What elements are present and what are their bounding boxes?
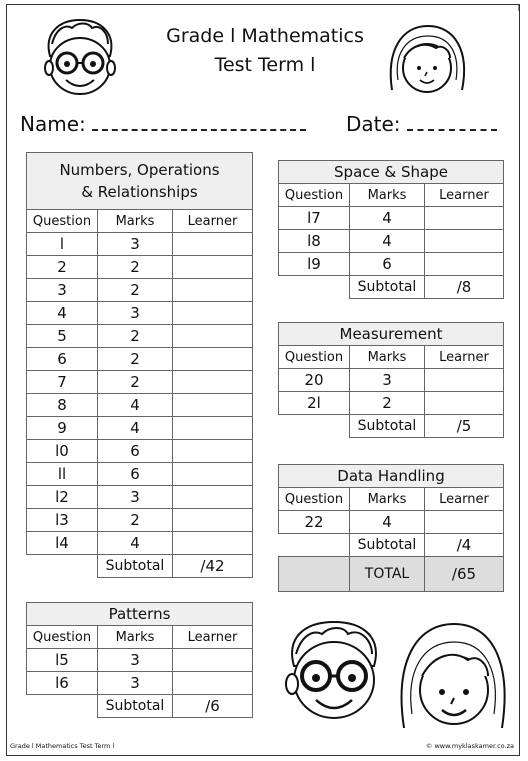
question-number: l9 <box>279 253 350 276</box>
marks-value: 4 <box>350 207 425 230</box>
table-row <box>27 649 253 672</box>
marks-value: 6 <box>98 463 173 486</box>
marks-value: 4 <box>98 394 173 417</box>
marks-value: 6 <box>350 253 425 276</box>
table-row <box>27 486 253 509</box>
date-label: Date: <box>346 112 401 136</box>
table-row <box>27 394 253 417</box>
marks-value: 4 <box>98 532 173 555</box>
data-handling-block-title: Data Handling <box>279 465 504 488</box>
marks-value: 4 <box>350 511 425 534</box>
question-number: 22 <box>279 511 350 534</box>
total-label: TOTAL <box>350 557 425 592</box>
subtotal-label: Subtotal <box>350 276 425 299</box>
table-row <box>27 672 253 695</box>
learner-mark-cell[interactable] <box>173 394 253 417</box>
col-header-question: Question <box>27 210 98 233</box>
question-number: 2l <box>279 392 350 415</box>
date-line[interactable] <box>407 113 497 131</box>
subtotal-label: Subtotal <box>98 695 173 718</box>
question-number: 6 <box>27 348 98 371</box>
question-number: 5 <box>27 325 98 348</box>
marks-value: 3 <box>98 486 173 509</box>
marks-value: 2 <box>98 256 173 279</box>
space-shape-block-title: Space & Shape <box>279 161 504 184</box>
title-line-2: Test Term l <box>214 54 316 76</box>
learner-mark-cell[interactable] <box>173 649 253 672</box>
marks-value: 3 <box>350 369 425 392</box>
marks-value: 2 <box>98 279 173 302</box>
name-label: Name: <box>20 112 86 136</box>
table-row <box>27 302 253 325</box>
learner-mark-cell[interactable] <box>173 371 253 394</box>
patterns-block: Patterns Question Marks Learner l5 3 l6 3 Subtotal /6 <box>26 602 253 718</box>
table-row <box>27 417 253 440</box>
learner-mark-cell[interactable] <box>425 207 504 230</box>
data-handling-block: Data Handling Question Marks Learner 22 4 Subtotal /4 TOTAL /65 <box>278 464 504 592</box>
table-row <box>27 279 253 302</box>
marks-value: 3 <box>98 233 173 256</box>
marks-value: 2 <box>98 325 173 348</box>
measurement-block: Measurement Question Marks Learner 20 3 2l 2 Subtotal /5 <box>278 322 504 438</box>
marks-value: 2 <box>98 348 173 371</box>
question-number: l2 <box>27 486 98 509</box>
measurement-block-title: Measurement <box>279 323 504 346</box>
question-number: 7 <box>27 371 98 394</box>
question-number: 4 <box>27 302 98 325</box>
learner-mark-cell[interactable] <box>425 230 504 253</box>
question-number: ll <box>27 463 98 486</box>
numbers-block-title: Numbers, Operations & Relationships <box>27 153 253 210</box>
patterns-block-title: Patterns <box>27 603 253 626</box>
question-number: l4 <box>27 532 98 555</box>
name-field[interactable] <box>20 112 306 136</box>
question-number: l3 <box>27 509 98 532</box>
marks-value: 2 <box>98 509 173 532</box>
table-row <box>279 253 504 276</box>
question-number: 2 <box>27 256 98 279</box>
total-value: /65 <box>425 557 504 592</box>
question-number: 3 <box>27 279 98 302</box>
name-line[interactable] <box>92 113 306 131</box>
learner-mark-cell[interactable] <box>173 348 253 371</box>
numbers-block <box>26 152 253 578</box>
marks-value: 6 <box>98 440 173 463</box>
table-row <box>279 207 504 230</box>
marks-value: 3 <box>98 672 173 695</box>
question-number: 8 <box>27 394 98 417</box>
footer-right: © www.myklaskamer.co.za <box>425 742 514 750</box>
marks-value: 3 <box>98 649 173 672</box>
learner-mark-cell[interactable] <box>173 509 253 532</box>
table-row <box>279 392 504 415</box>
space-shape-block: Space & Shape Question Marks Learner l7 4 l8 4 l9 6 Subtotal /8 <box>278 160 504 299</box>
subtotal-label: Subtotal <box>350 415 425 438</box>
table-row <box>279 369 504 392</box>
girl-face-icon <box>392 618 514 736</box>
learner-mark-cell[interactable] <box>173 672 253 695</box>
col-header-marks: Marks <box>98 210 173 233</box>
subtotal-label: Subtotal <box>98 555 173 578</box>
subtotal-value: /4 <box>425 534 504 557</box>
question-number: 9 <box>27 417 98 440</box>
subtotal-value: /8 <box>425 276 504 299</box>
table-row <box>27 371 253 394</box>
learner-mark-cell[interactable] <box>173 233 253 256</box>
question-number: l6 <box>27 672 98 695</box>
table-row <box>27 348 253 371</box>
col-header-learner: Learner <box>173 210 253 233</box>
learner-mark-cell[interactable] <box>173 532 253 555</box>
learner-mark-cell[interactable] <box>425 253 504 276</box>
table-row <box>27 325 253 348</box>
learner-mark-cell[interactable] <box>173 440 253 463</box>
marks-value: 2 <box>98 371 173 394</box>
boy-face-icon <box>36 14 124 100</box>
table-row <box>279 511 504 534</box>
question-number: l <box>27 233 98 256</box>
learner-mark-cell[interactable] <box>173 463 253 486</box>
question-number: l7 <box>279 207 350 230</box>
table-row <box>27 233 253 256</box>
question-number: l0 <box>27 440 98 463</box>
marks-value: 4 <box>350 230 425 253</box>
subtotal-value: /42 <box>173 555 253 578</box>
marks-value: 2 <box>350 392 425 415</box>
learner-mark-cell[interactable] <box>425 511 504 534</box>
learner-mark-cell[interactable] <box>173 302 253 325</box>
girl-face-icon <box>382 20 472 100</box>
learner-mark-cell[interactable] <box>173 256 253 279</box>
footer-left: Grade l Mathematics Test Term l <box>10 742 115 750</box>
learner-mark-cell[interactable] <box>425 369 504 392</box>
marks-value: 4 <box>98 417 173 440</box>
learner-mark-cell[interactable] <box>425 392 504 415</box>
learner-mark-cell[interactable] <box>173 279 253 302</box>
date-field[interactable] <box>346 112 497 136</box>
question-number: l5 <box>27 649 98 672</box>
table-row <box>27 463 253 486</box>
page-title <box>130 22 400 80</box>
question-number: l8 <box>279 230 350 253</box>
question-number: 20 <box>279 369 350 392</box>
table-row <box>27 532 253 555</box>
subtotal-value: /6 <box>173 695 253 718</box>
learner-mark-cell[interactable] <box>173 325 253 348</box>
title-line-1: Grade l Mathematics <box>166 25 364 47</box>
table-row <box>279 230 504 253</box>
corner-mark: l <box>517 4 520 13</box>
subtotal-value: /5 <box>425 415 504 438</box>
table-row <box>27 509 253 532</box>
learner-mark-cell[interactable] <box>173 417 253 440</box>
learner-mark-cell[interactable] <box>173 486 253 509</box>
table-row <box>27 440 253 463</box>
marks-value: 3 <box>98 302 173 325</box>
table-row <box>27 256 253 279</box>
boy-face-icon <box>274 616 394 726</box>
subtotal-label: Subtotal <box>350 534 425 557</box>
